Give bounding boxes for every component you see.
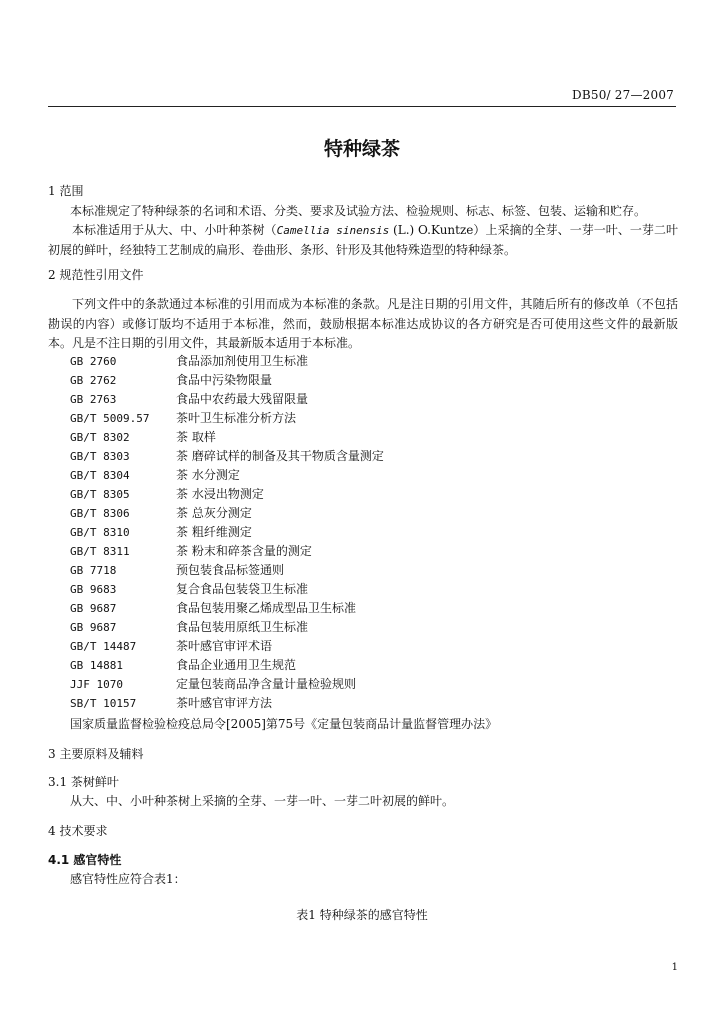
- reference-code: GB/T 8303: [70, 450, 130, 463]
- section-1-para-2: [48, 221, 678, 260]
- reference-title: 食品中农药最大残留限量: [176, 392, 309, 406]
- reference-row: [70, 504, 690, 523]
- page-number: 1: [671, 962, 678, 973]
- reference-code: GB 2763: [70, 393, 117, 406]
- reference-row: [70, 447, 690, 466]
- reference-code: GB 9687: [70, 602, 117, 615]
- reference-row: [70, 542, 690, 561]
- reference-title: 茶叶卫生标准分析方法: [176, 411, 297, 425]
- section-4-1-text: 感官特性应符合表1：: [70, 872, 186, 886]
- section-1-para-1: 本标准规定了特种绿茶的名词和术语、分类、要求及试验方法、检验规则、标志、标签、包装、运输和贮存。: [70, 204, 647, 218]
- standard-code: DB50/ 27—2007: [572, 88, 674, 102]
- reference-row: [70, 599, 690, 618]
- section-1-heading: 1 范围: [48, 184, 84, 198]
- reference-row: [70, 352, 690, 371]
- reference-code: GB 9683: [70, 583, 117, 596]
- reference-title: 食品包装用原纸卫生标准: [176, 620, 309, 634]
- section-2-para-1: 下列文件中的条款通过本标准的引用而成为本标准的条款。凡是注日期的引用文件，其随后所有的修改单（不包括勘误的内容）或修订版均不适用于本标准，然而，鼓励根据本标准达成协议的各方研究是否可使用这些文件的最新版本。凡是不注日期的引用文件，其最新版本适用于本标准。: [48, 297, 678, 350]
- section-4-1-heading: 4.1 感官特性: [48, 853, 122, 867]
- reference-code: GB/T 8306: [70, 507, 130, 520]
- reference-row: [70, 485, 690, 504]
- reference-title: 茶叶感官审评方法: [176, 696, 273, 710]
- reference-code: GB 14881: [70, 659, 123, 672]
- reference-code: GB/T 5009.57: [70, 412, 150, 425]
- reference-title: 复合食品包装袋卫生标准: [176, 582, 309, 596]
- header-rule: [48, 106, 676, 107]
- section-2-heading: 2 规范性引用文件: [48, 268, 144, 282]
- reference-code: GB 7718: [70, 564, 117, 577]
- reference-title: 茶 粗纤维测定: [176, 525, 252, 539]
- document-title: 特种绿茶: [323, 138, 400, 160]
- reference-row: [70, 466, 690, 485]
- reference-title: 茶 粉末和碎茶含量的测定: [176, 544, 312, 558]
- reference-row: [70, 390, 690, 409]
- reference-title: 茶 水浸出物测定: [176, 487, 264, 501]
- decree-reference: 国家质量监督检验检疫总局令[2005]第75号《定量包装商品计量监督管理办法》: [70, 717, 498, 731]
- reference-code: GB/T 8310: [70, 526, 130, 539]
- section-3-1-text: 从大、中、小叶种茶树上采摘的全芽、一芽一叶、一芽二叶初展的鲜叶。: [70, 794, 455, 808]
- reference-title: 茶 磨碎试样的制备及其干物质含量测定: [176, 449, 384, 463]
- reference-code: GB/T 14487: [70, 640, 137, 653]
- table-1-caption: 表1 特种绿茶的感官特性: [296, 908, 428, 922]
- reference-code: GB/T 8302: [70, 431, 130, 444]
- reference-title: 茶 取样: [176, 430, 216, 444]
- reference-title: 食品添加剂使用卫生标准: [176, 354, 309, 368]
- reference-code: GB 2762: [70, 374, 117, 387]
- reference-row: [70, 409, 690, 428]
- reference-row: [70, 561, 690, 580]
- reference-title: 预包装食品标签通则: [176, 563, 285, 577]
- reference-row: [70, 675, 690, 694]
- section-1-para-2-rest: (L.) O.Kuntze）上采摘的全芽、一芽一叶、一芽二叶初展的鲜叶，经独特工艺制成的扁形、卷曲形、条形、针形及其他特殊造型的特种绿茶。: [48, 223, 678, 257]
- section-3-1-heading: 3.1 茶树鲜叶: [48, 775, 119, 789]
- reference-title: 定量包装商品净含量计量检验规则: [176, 677, 357, 691]
- section-4-heading: 4 技术要求: [48, 824, 108, 838]
- reference-row: [70, 371, 690, 390]
- reference-title: 茶 水分测定: [176, 468, 240, 482]
- reference-row: [70, 618, 690, 637]
- reference-code: GB 9687: [70, 621, 117, 634]
- reference-title: 食品包装用聚乙烯成型品卫生标准: [176, 601, 357, 615]
- reference-row: [70, 694, 690, 713]
- reference-title: 食品中污染物限量: [176, 373, 273, 387]
- reference-code: GB/T 8311: [70, 545, 130, 558]
- reference-row: [70, 637, 690, 656]
- reference-code: JJF 1070: [70, 678, 123, 691]
- reference-row: [70, 656, 690, 675]
- reference-title: 食品企业通用卫生规范: [176, 658, 297, 672]
- section-1-para-2-pre: 本标准适用于从大、中、小叶种茶树（: [72, 223, 277, 237]
- reference-row: [70, 523, 690, 542]
- reference-row: [70, 428, 690, 447]
- reference-code: GB/T 8304: [70, 469, 130, 482]
- section-3-heading: 3 主要原料及辅料: [48, 747, 144, 761]
- reference-code: GB/T 8305: [70, 488, 130, 501]
- reference-title: 茶叶感官审评术语: [176, 639, 273, 653]
- reference-row: [70, 580, 690, 599]
- reference-code: SB/T 10157: [70, 697, 137, 710]
- reference-code: GB 2760: [70, 355, 117, 368]
- reference-title: 茶 总灰分测定: [176, 506, 252, 520]
- reference-list: [70, 352, 690, 713]
- latin-species-name: Camellia sinensis: [276, 224, 390, 237]
